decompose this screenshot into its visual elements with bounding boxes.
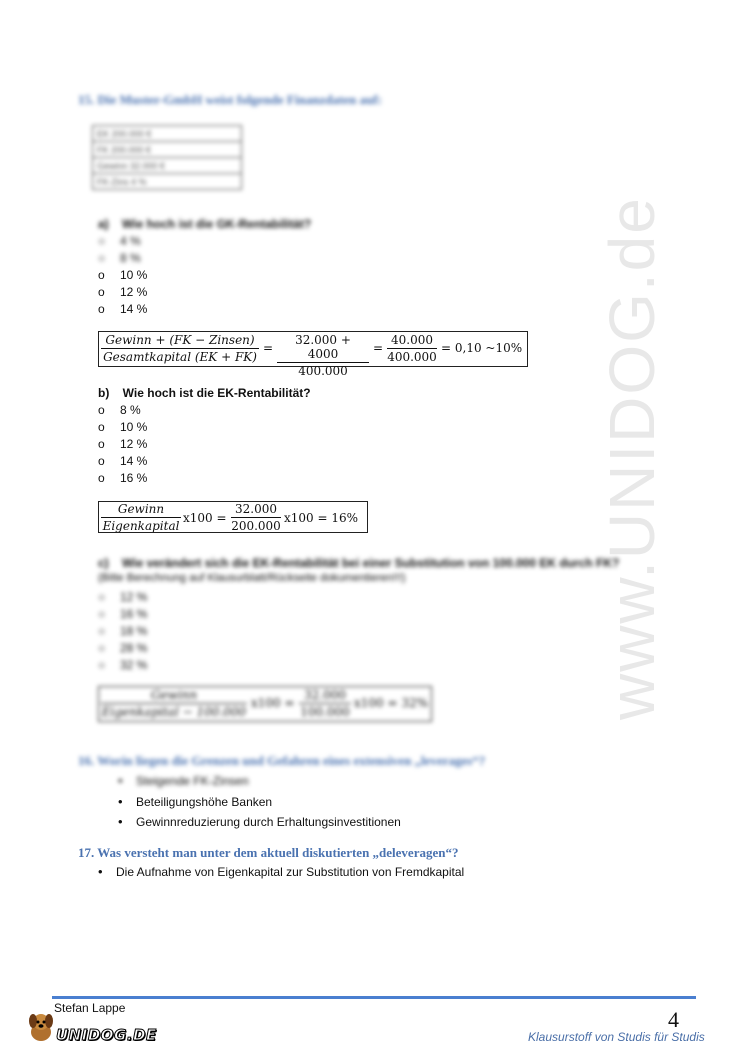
option: ○ 12 % xyxy=(98,590,148,604)
subquestion-text: Wie hoch ist die GK-Rentabilität? xyxy=(122,217,312,231)
formula-a-box: Gewinn + (FK − Zinsen) Gesamtkapital (EK + FK) = $\frac{32.000 + 4000}{400.000}$ = $\frac{40.000}{400.000}$ = 0,10 ~10% xyxy=(98,331,528,367)
subquestion-a xyxy=(98,217,311,231)
formula-fraction: Gewinn Eigenkapital xyxy=(102,502,180,533)
option: ○ 8 % xyxy=(98,251,141,265)
list-item: • Die Aufnahme von Eigenkapital zur Substitution von Fremdkapital xyxy=(98,864,465,879)
footer-logo: UNIDOG.DE xyxy=(56,1026,157,1044)
option: o 12 % xyxy=(98,437,148,451)
formula-fraction: $\frac{32.000 + 4000}{400.000}$ xyxy=(277,333,369,378)
subquestion-note: (Bitte Berechnung auf Klausurblatt/Rückseite dokumentieren!!!) xyxy=(98,572,406,584)
formula-result: x100 = 32% xyxy=(354,696,429,710)
subquestion-label: c) xyxy=(98,556,109,570)
option: ○ 28 % xyxy=(98,641,148,655)
formula-c-box: Gewinn Eigenkapital − 100.000 x100 = $\frac{32.000}{100.000}$ x100 = 32% xyxy=(98,686,432,722)
question-17-title: 17. Was versteht man unter dem aktuell diskutierten „deleveragen“? xyxy=(78,845,459,860)
question-15-title: 15. Die Muster-GmbH weist folgende Finanzdaten auf: xyxy=(78,92,382,107)
formula-fraction: Gewinn + (FK − Zinsen) Gesamtkapital (EK + FK) xyxy=(101,333,259,364)
option: o 16 % xyxy=(98,471,148,485)
watermark: www.UNIDOG.de xyxy=(596,196,668,720)
subquestion-b xyxy=(98,386,311,400)
table-row: EK 200.000 € xyxy=(93,126,242,142)
table-row: Gewinn 32.000 € xyxy=(93,158,242,174)
dog-logo-icon xyxy=(24,1010,58,1047)
list-item: • Beteiligungshöhe Banken xyxy=(118,794,273,809)
formula-result: x100 = 16% xyxy=(284,511,359,525)
list-item: • Gewinnreduzierung durch Erhaltungsinvestitionen xyxy=(118,814,401,829)
footer-tagline: Klausurstoff von Studis für Studis xyxy=(528,1030,705,1044)
list-item: • Steigende FK-Zinsen xyxy=(118,773,249,788)
question-16-title: 16. Worin liegen die Grenzen und Gefahren eines extensiven „leverages“? xyxy=(78,753,486,768)
formula-b-box: Gewinn Eigenkapital x100 = $\frac{32.000}{200.000}$ x100 = 16% xyxy=(98,501,368,533)
option: o 10 % xyxy=(98,420,148,434)
option: o 14 % xyxy=(98,454,148,468)
footer-line xyxy=(52,996,696,999)
option: o 12 % xyxy=(98,285,148,299)
subquestion-text: Wie hoch ist die EK-Rentabilität? xyxy=(122,386,311,400)
option: o 10 % xyxy=(98,268,148,282)
table-row: FK 200.000 € xyxy=(93,142,242,158)
option: o 14 % xyxy=(98,302,148,316)
formula-fraction: Gewinn Eigenkapital − 100.000 xyxy=(101,688,247,719)
finance-table xyxy=(92,125,242,190)
option: ○ 18 % xyxy=(98,624,148,638)
subquestion-label: a) xyxy=(98,217,109,231)
subquestion-label: b) xyxy=(98,386,110,400)
table-row: FK-Zins 4 % xyxy=(93,174,242,190)
footer-author: Stefan Lappe xyxy=(54,1001,126,1015)
formula-fraction: $\frac{32.000}{200.000}$ xyxy=(231,502,281,533)
formula-fraction: $\frac{32.000}{100.000}$ xyxy=(300,688,350,719)
subquestion-text: Wie verändert sich die EK-Rentabilität bei einer Substitution von 100.000 EK durch FK? xyxy=(122,556,620,570)
option: ○ 4 % xyxy=(98,234,141,248)
option: ○ 32 % xyxy=(98,658,148,672)
option: o 8 % xyxy=(98,403,141,417)
option: ○ 16 % xyxy=(98,607,148,621)
formula-fraction: $\frac{40.000}{400.000}$ xyxy=(387,333,437,364)
subquestion-c xyxy=(98,556,619,570)
formula-result: = 0,10 ~10% xyxy=(441,341,523,355)
page-number: 4 xyxy=(668,1007,679,1032)
